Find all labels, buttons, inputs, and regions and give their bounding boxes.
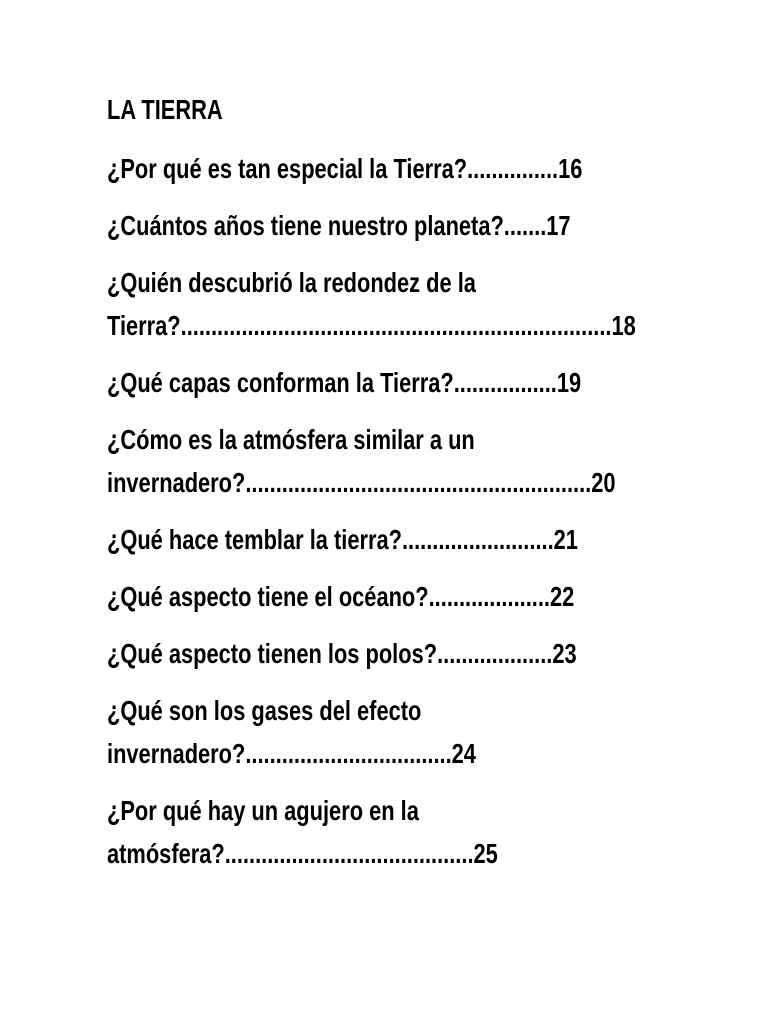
section-heading: LA TIERRA xyxy=(107,94,223,125)
toc-entry xyxy=(107,147,583,190)
toc-entry-line: ¿Por qué hay un agujero en la xyxy=(107,795,419,826)
toc-entry xyxy=(107,418,616,504)
toc-entry-line: ¿Cómo es la atmósfera similar a un xyxy=(107,424,475,455)
toc-entry-line: ¿Cuántos años tiene nuestro planeta?.......17 xyxy=(107,210,571,241)
toc-entry xyxy=(107,689,559,775)
toc-entry-line: atmósfera?.........................................25 xyxy=(107,838,498,869)
toc-entry xyxy=(107,575,575,618)
toc-entry-line: Tierra?.......................................................................18 xyxy=(107,310,636,341)
toc-entry xyxy=(107,789,559,875)
table-of-contents xyxy=(107,90,636,889)
toc-entry-line: ¿Qué aspecto tienen los polos?...................23 xyxy=(107,638,577,669)
toc-entry xyxy=(107,261,636,347)
toc-entry-line: ¿Quién descubrió la redondez de la xyxy=(107,267,476,298)
toc-entry-line: ¿Por qué es tan especial la Tierra?...............16 xyxy=(107,153,583,184)
toc-entry xyxy=(107,518,578,561)
toc-entry-line: ¿Qué son los gases del efecto xyxy=(107,695,422,726)
toc-entry xyxy=(107,204,571,247)
toc-entry-line: invernadero?..................................24 xyxy=(107,738,476,769)
toc-entry-line: invernadero?.........................................................20 xyxy=(107,467,616,498)
toc-entry-line: ¿Qué capas conforman la Tierra?.................19 xyxy=(107,367,582,398)
toc-entry-line: ¿Qué hace temblar la tierra?.........................21 xyxy=(107,524,578,555)
toc-entry xyxy=(107,361,582,404)
toc-entry xyxy=(107,632,577,675)
toc-entry-line: ¿Qué aspecto tiene el océano?....................22 xyxy=(107,581,575,612)
